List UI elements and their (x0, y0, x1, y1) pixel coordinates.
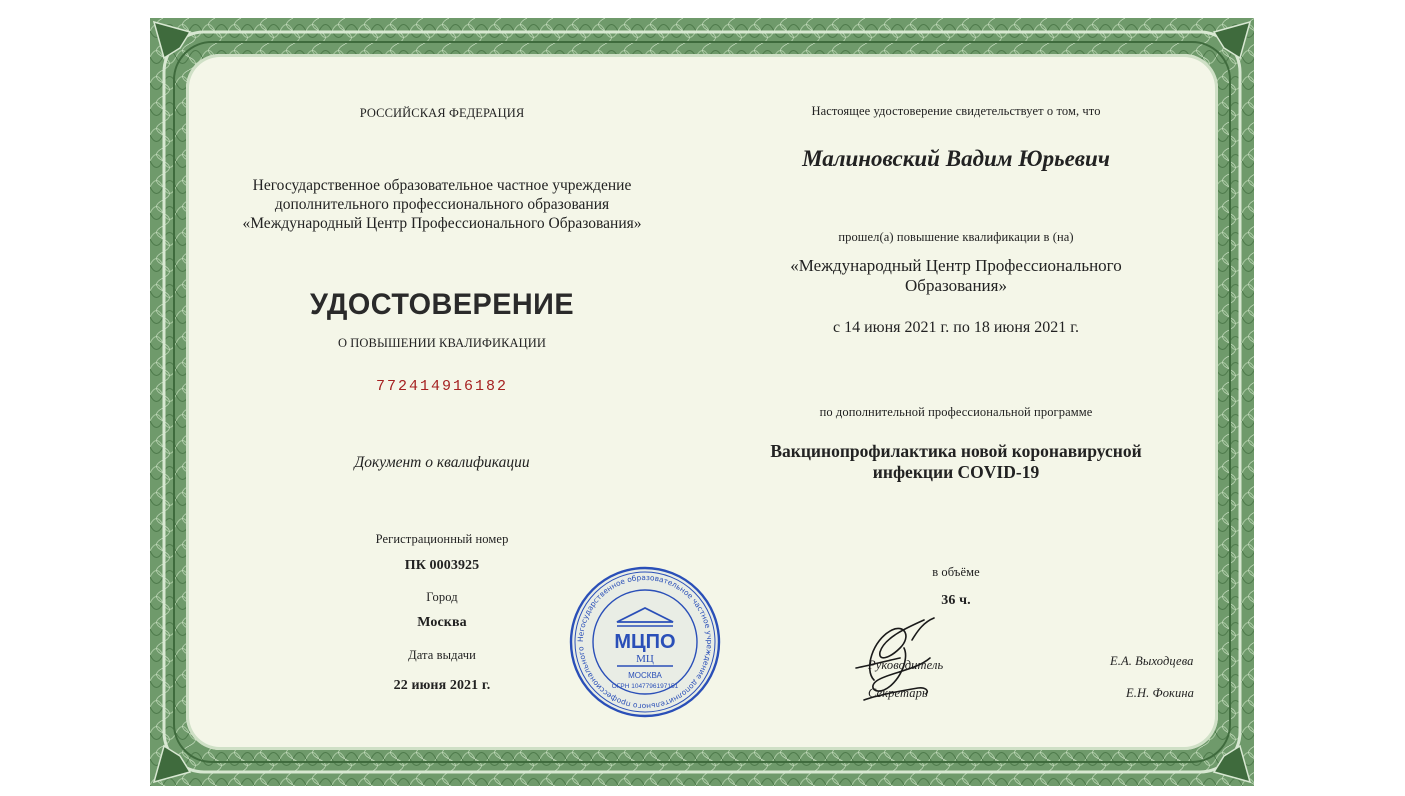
org-name-line3: «Международный Центр Профессионального Образования» (242, 215, 642, 232)
country-label: РОССИЙСКАЯ ФЕДЕРАЦИЯ (359, 106, 525, 120)
stamp-ogrn: ОГРН 1047796197151 (611, 683, 679, 690)
intro-text: Настоящее удостоверение свидетельствует о том, что (811, 104, 1101, 118)
person-name: Малиновский Вадим Юрьевич (802, 146, 1110, 171)
issue-date-label: Дата выдачи (408, 648, 476, 662)
city-label: Город (426, 590, 458, 604)
volume-label: в объёме (932, 565, 980, 579)
registration-label: Регистрационный номер (375, 532, 509, 546)
stamp-ring-text: Негосударственное образовательное частное учреждение дополнительного профессионального (575, 572, 715, 712)
round-stamp (567, 564, 723, 720)
org-name-line1: Негосударственное образовательное частное учреждение (252, 177, 632, 194)
volume-value: 36 ч. (941, 593, 971, 608)
program-title-line1: Вакцинопрофилактика новой коронавирусной (770, 441, 1142, 461)
document-title: УДОСТОВЕРЕНИЕ (309, 288, 575, 321)
stamp-seal (567, 564, 723, 720)
city-value: Москва (417, 615, 467, 630)
stamp-center-text: МЦПО (614, 631, 676, 653)
serial-number: 772414916182 (375, 378, 509, 395)
signer-name-director: Е.А. Выходцева (1110, 654, 1194, 668)
registration-number: ПК 0003925 (404, 558, 480, 573)
training-org-line1: «Международный Центр Профессионального (790, 256, 1122, 275)
org-name-line2: дополнительного профессионального образования (274, 196, 610, 213)
program-title-line2: инфекции COVID-19 (872, 462, 1040, 482)
stamp-city: МОСКВА (628, 671, 662, 680)
training-period: с 14 июня 2021 г. по 18 июня 2021 г. (832, 319, 1080, 336)
signer-role-secretary: Секретарь (868, 686, 928, 700)
signer-role-director: Руководитель (868, 658, 944, 672)
issue-date: 22 июня 2021 г. (393, 678, 491, 693)
document-type: Документ о квалификации (354, 454, 530, 471)
program-label: по дополнительной профессиональной программе (819, 405, 1093, 419)
passed-label: прошел(а) повышение квалификации в (на) (838, 230, 1074, 244)
stamp-center-sub: МЦ (636, 653, 654, 665)
document-subtitle: О ПОВЫШЕНИИ КВАЛИФИКАЦИИ (337, 336, 547, 350)
training-org-line2: Образования» (905, 276, 1007, 295)
signature-image (834, 600, 952, 718)
signer-name-secretary: Е.Н. Фокина (1126, 686, 1194, 700)
